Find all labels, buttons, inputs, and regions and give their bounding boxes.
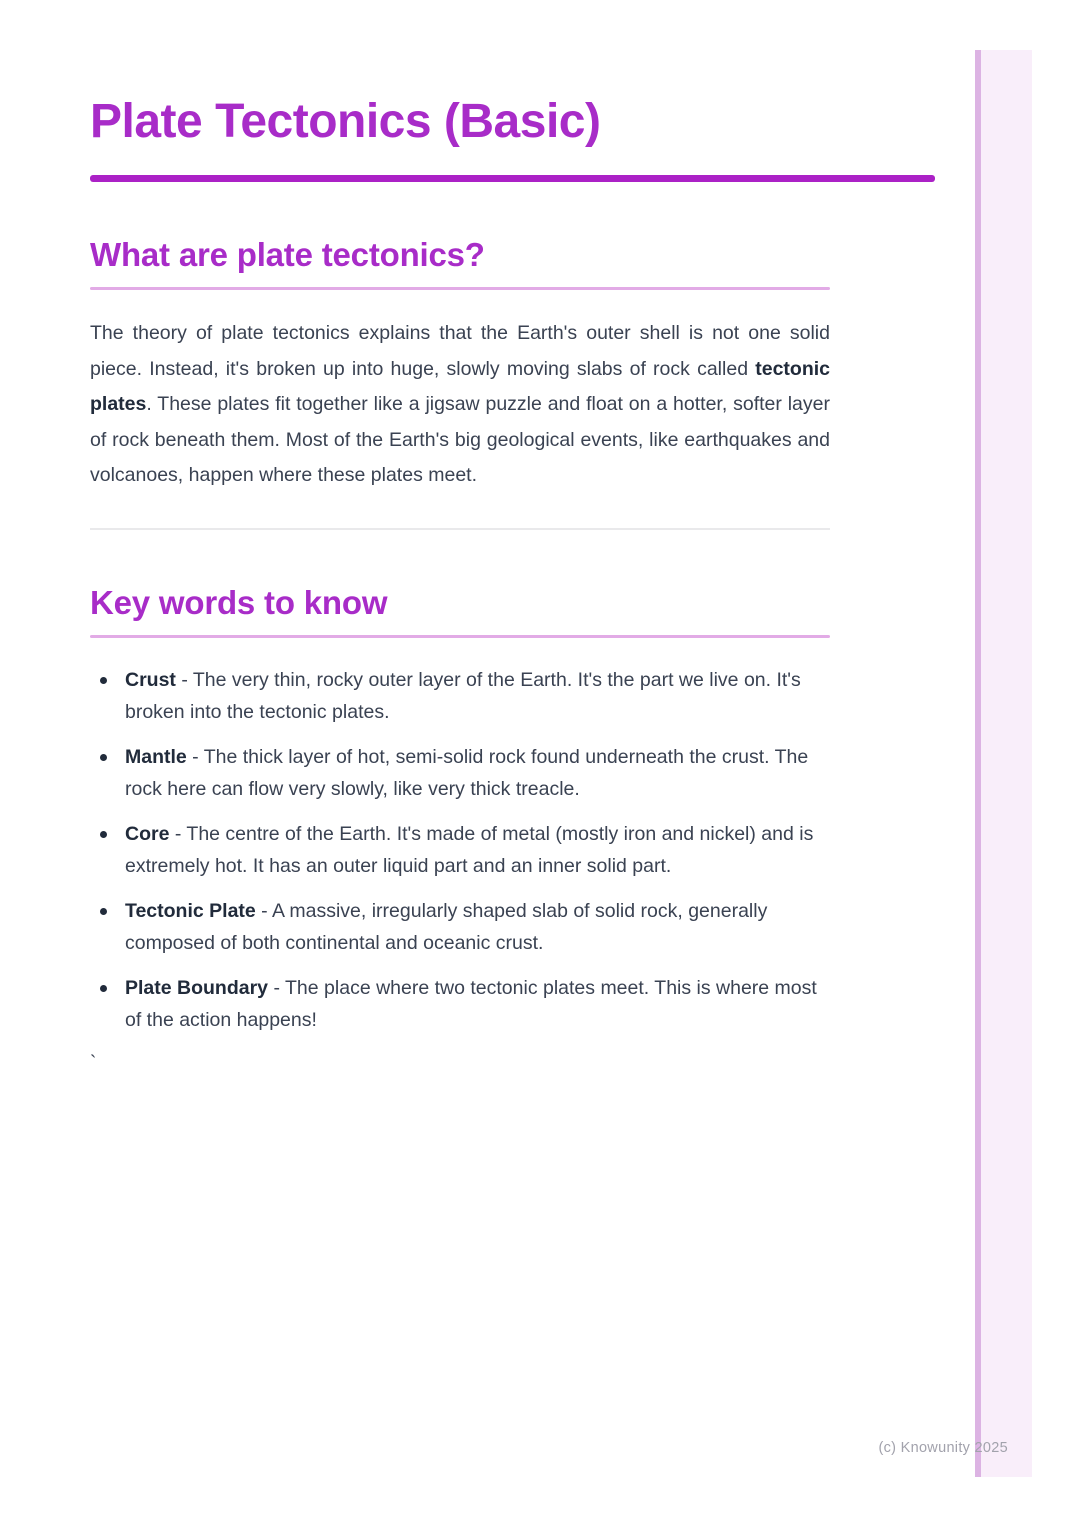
list-item-plate-boundary bbox=[90, 972, 830, 1037]
title-divider-rule bbox=[90, 175, 935, 182]
keyword-term: Tectonic Plate bbox=[125, 899, 256, 922]
keyword-list bbox=[90, 664, 830, 1037]
list-item-tectonic-plate bbox=[90, 895, 830, 960]
section-heading-key-words-to-know: Key words to know bbox=[90, 583, 388, 621]
bullet-icon bbox=[100, 831, 107, 838]
document-content bbox=[90, 0, 830, 1075]
section-heading-underline bbox=[90, 287, 830, 290]
section-divider bbox=[90, 528, 830, 530]
bullet-icon bbox=[100, 754, 107, 761]
keyword-term: Crust bbox=[125, 668, 176, 691]
keyword-definition: - The place where two tectonic plates meet. This is where most of the action happens! bbox=[125, 976, 817, 1031]
bullet-icon bbox=[100, 677, 107, 684]
intro-paragraph bbox=[90, 316, 830, 494]
keyword-definition: - The very thin, rocky outer layer of the Earth. It's the part we live on. It's broken into the tectonic plates. bbox=[125, 668, 801, 723]
bullet-icon bbox=[100, 985, 107, 992]
section-heading-underline bbox=[90, 635, 830, 638]
keyword-definition: - The thick layer of hot, semi-solid rock found underneath the crust. The rock here can flow very slowly, like very thick treacle. bbox=[125, 745, 809, 800]
paragraph-text-before-bold: The theory of plate tectonics explains that the Earth's outer shell is not one solid piece. Instead, it's broken up into huge, slowly moving slabs of rock called bbox=[90, 322, 830, 380]
paragraph-bold-term: tectonic plates bbox=[90, 357, 830, 415]
keyword-definition: - The centre of the Earth. It's made of metal (mostly iron and nickel) and is extremely hot. It has an outer liquid part and an inner solid part. bbox=[125, 822, 814, 877]
list-item-crust bbox=[90, 664, 830, 729]
stray-backtick-character: ` bbox=[90, 1052, 97, 1074]
keyword-term: Plate Boundary bbox=[125, 976, 269, 999]
paragraph-text-after-bold: . These plates fit together like a jigsaw puzzle and float on a hotter, softer layer of rock beneath them. Most of the Earth's big geological events, like earthquakes and volcanoes, happen where these plates meet. bbox=[90, 393, 830, 486]
page-margin-strip bbox=[975, 50, 1032, 1477]
bullet-icon bbox=[100, 908, 107, 915]
copyright-footer: (c) Knowunity 2025 bbox=[878, 1440, 1008, 1456]
keyword-definition: - A massive, irregularly shaped slab of solid rock, generally composed of both continental and oceanic crust. bbox=[125, 899, 768, 954]
keyword-term: Mantle bbox=[125, 745, 187, 768]
list-item-core bbox=[90, 818, 830, 883]
page-title: Plate Tectonics (Basic) bbox=[90, 95, 601, 148]
section-heading-what-are-plate-tectonics: What are plate tectonics? bbox=[90, 236, 485, 273]
keyword-term: Core bbox=[125, 822, 170, 845]
list-item-mantle bbox=[90, 741, 830, 806]
